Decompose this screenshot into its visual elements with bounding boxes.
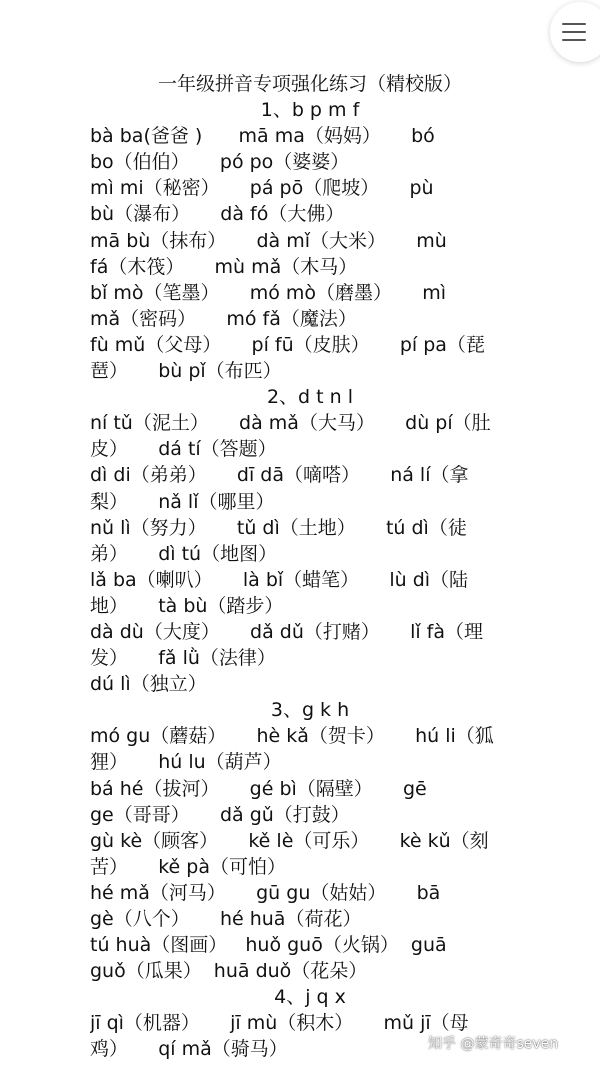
- text-line: bo（伯伯） pó po（婆婆）: [90, 151, 350, 174]
- text-line: dú lì（独立）: [90, 673, 207, 696]
- text-line: 发） fǎ lǜ（法律）: [90, 647, 276, 670]
- menu-button[interactable]: [550, 2, 600, 62]
- section-heading: 1、b p m f: [260, 99, 360, 122]
- text-line: hé mǎ（河马） gū gu（姑姑） bā: [90, 881, 441, 904]
- text-line: 梨） nǎ lǐ（哪里）: [90, 490, 275, 513]
- section-heading: 4、j q x: [274, 986, 346, 1009]
- text-line: guǒ（瓜果） huā duǒ（花朵）: [90, 960, 368, 983]
- text-line: 皮） dá tí（答题）: [90, 438, 277, 461]
- text-line: fá（木筏） mù mǎ（木马）: [90, 255, 358, 278]
- text-line: dì di（弟弟） dī dā（嘀嗒） ná lí（拿: [90, 464, 469, 487]
- hamburger-menu-icon: [562, 23, 586, 41]
- text-line: 弟） dì tú（地图）: [90, 542, 278, 565]
- text-line: gè（八个） hé huā（荷花）: [90, 908, 362, 930]
- text-line: 地） tà bù（踏步）: [90, 594, 284, 617]
- text-line: tú huà（图画） huǒ guō（火锅） guā: [90, 934, 447, 957]
- text-line: gù kè（顾客） kě lè（可乐） kè kǔ（刻: [90, 829, 489, 852]
- text-line: mì mi（秘密） pá pō（爬坡） pù: [90, 177, 434, 200]
- text-line: bá hé（拔河） gé bì（隔壁） gē: [90, 777, 427, 800]
- document-title: 一年级拼音专项强化练习（精校版）: [157, 73, 462, 95]
- text-line: bà ba(爸爸 ) mā ma（妈妈） bó: [90, 125, 435, 148]
- text-line: mó gu（蘑菇） hè kǎ（贺卡） hú li（狐: [90, 725, 494, 748]
- text-line: mǎ（密码） mó fǎ（魔法）: [90, 307, 357, 330]
- text-line: jī qì（机器） jī mù（积木） mǔ jī（母: [90, 1012, 469, 1035]
- text-line: 苦） kě pà（可怕）: [90, 855, 286, 878]
- text-line: lǎ ba（喇叭） là bǐ（蜡笔） lù dì（陆: [90, 568, 469, 591]
- section-heading: 3、g k h: [270, 699, 350, 722]
- text-line: ní tǔ（泥土） dà mǎ（大马） dù pí（肚: [90, 412, 491, 435]
- text-line: dà dù（大度） dǎ dǔ（打赌） lǐ fà（理: [90, 620, 484, 643]
- document-body: [90, 71, 530, 1063]
- section-heading: 2、d t n l: [266, 386, 354, 409]
- text-line: bù（瀑布） dà fó（大佛）: [90, 203, 345, 226]
- text-line: nǔ lì（努力） tǔ dì（土地） tú dì（徒: [90, 516, 467, 539]
- text-line: 琶） bù pǐ（布匹）: [90, 360, 282, 383]
- text-line: ge（哥哥） dǎ gǔ（打鼓）: [90, 803, 350, 826]
- text-line: fù mǔ（父母） pí fū（皮肤） pí pa（琵: [90, 333, 485, 356]
- text-line: bǐ mò（笔墨） mó mò（磨墨） mì: [90, 281, 446, 304]
- text-line: 鸡） qí mǎ（骑马）: [90, 1038, 288, 1061]
- zhihu-watermark: 知乎 @蒙奇奇seven: [428, 1036, 559, 1052]
- text-line: mā bù（抹布） dà mǐ（大米） mù: [90, 229, 447, 252]
- text-line: 狸） hú lu（葫芦）: [90, 751, 282, 774]
